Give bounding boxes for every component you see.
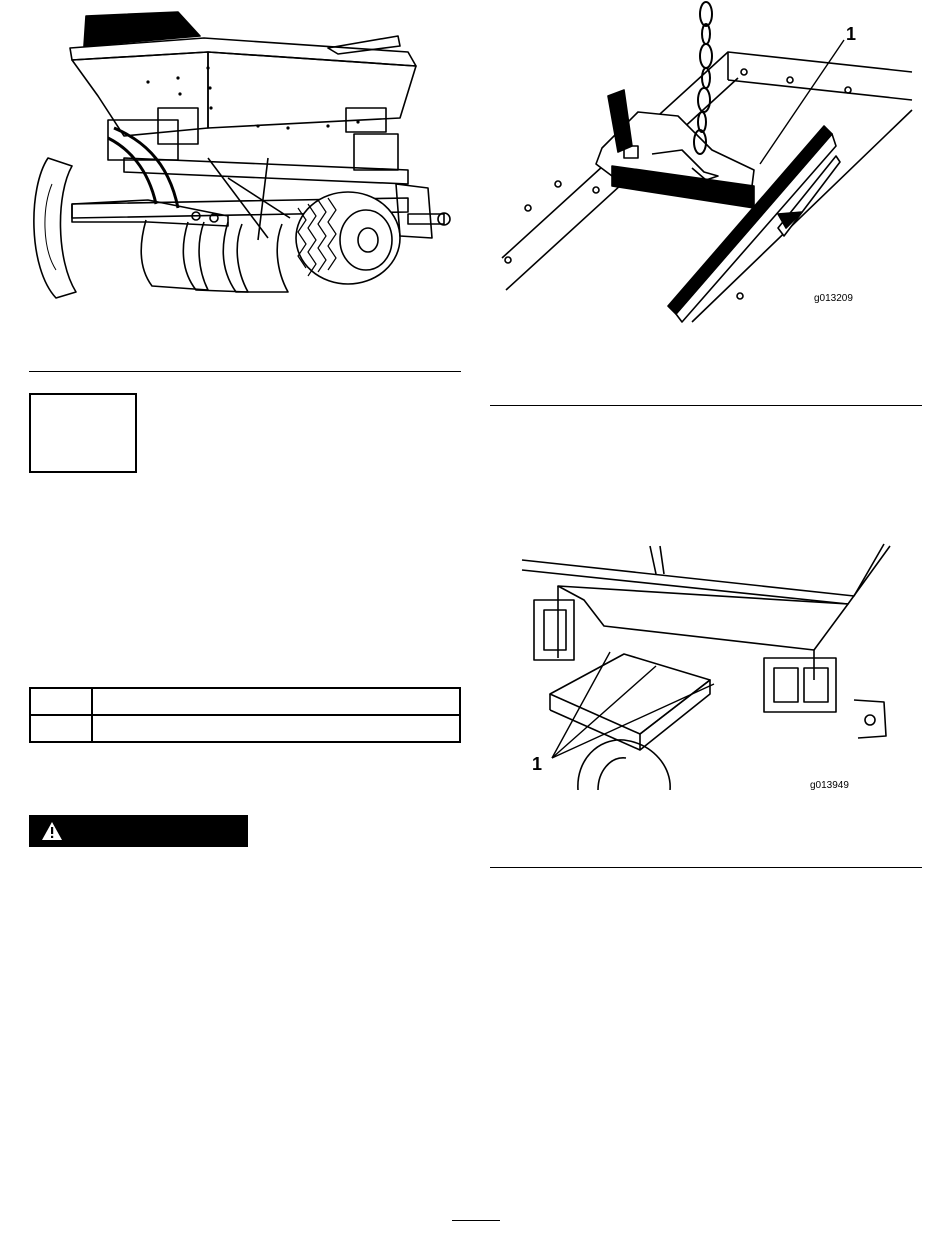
page-number-rule	[452, 1220, 500, 1221]
hopper-support-illustration	[514, 540, 894, 790]
section-divider-left	[29, 371, 461, 372]
step-icon-box	[29, 393, 137, 473]
callout-1: 1	[532, 754, 543, 774]
warning-triangle-icon	[41, 821, 63, 841]
topdresser-illustration	[28, 8, 468, 308]
table-cell-description	[92, 715, 460, 742]
section-divider-right-bottom	[490, 867, 922, 868]
table-cell-description	[92, 688, 460, 715]
table-row	[30, 715, 460, 742]
graphic-id: g013209	[814, 293, 853, 304]
figure-topdresser-overview	[28, 8, 468, 308]
chain-lift-illustration	[492, 0, 922, 330]
section-divider-right-top	[490, 405, 922, 406]
figure-chain-lift	[492, 0, 922, 330]
table-cell-qty	[30, 688, 92, 715]
table-cell-qty	[30, 715, 92, 742]
table-row	[30, 688, 460, 715]
graphic-id: g013949	[810, 780, 849, 790]
parts-table	[29, 687, 461, 743]
callout-1: 1	[846, 24, 857, 44]
warning-banner	[29, 815, 248, 847]
figure-hopper-support	[514, 540, 894, 790]
